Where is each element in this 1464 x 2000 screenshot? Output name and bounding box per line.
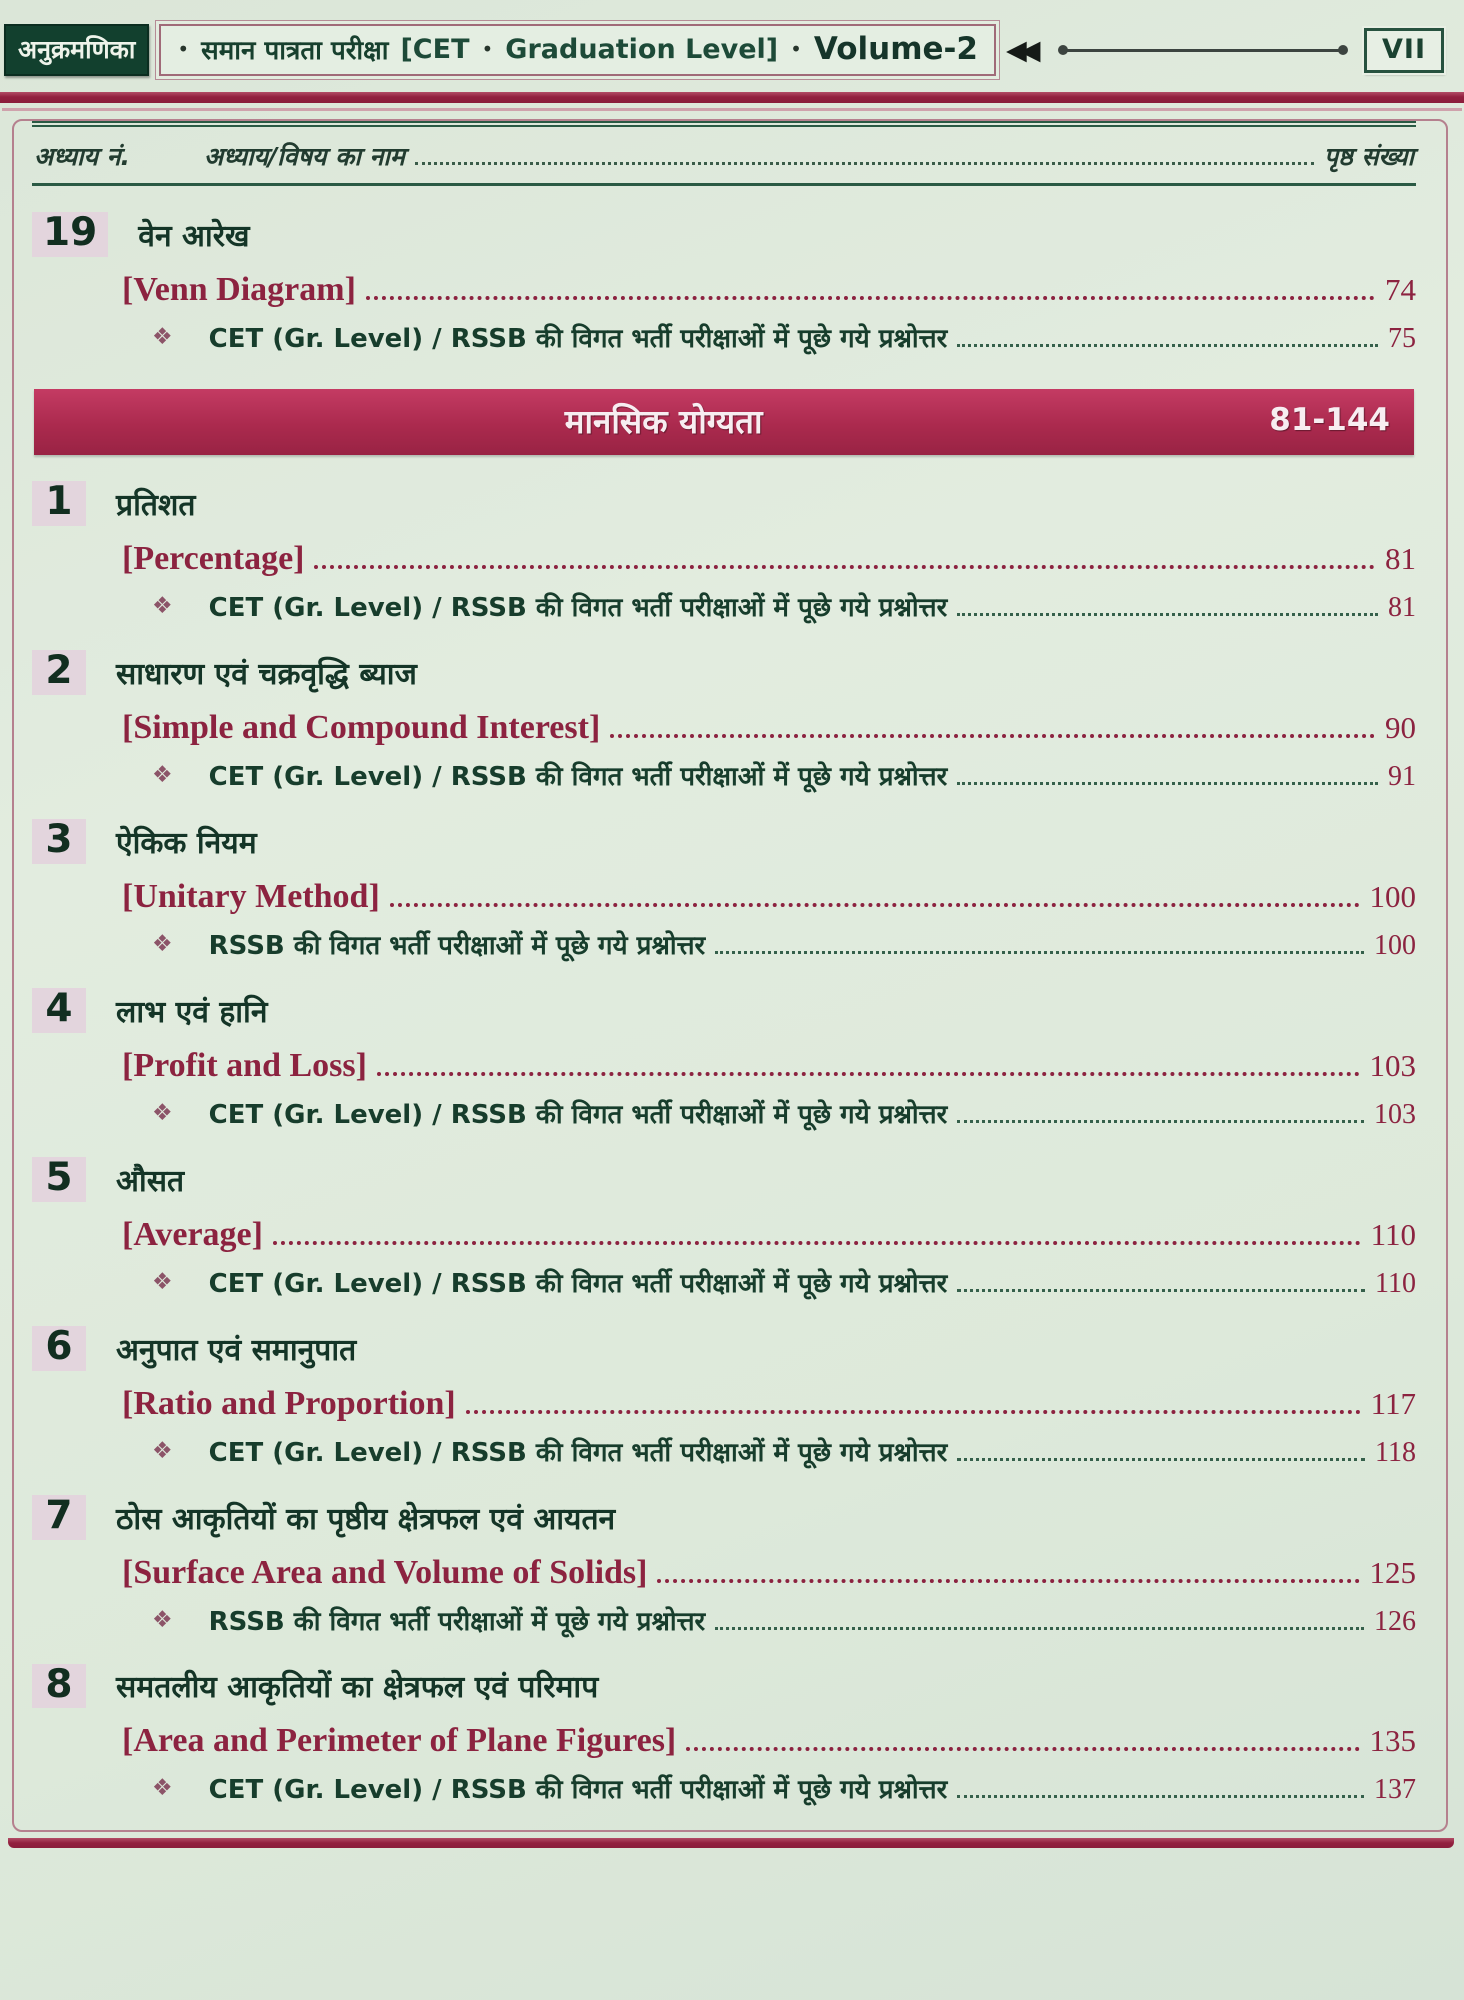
diamond-bullet-icon: ❖ xyxy=(152,592,173,619)
chapter-title-hindi: लाभ एवं हानि xyxy=(116,994,268,1030)
exam-abbrev: [CET xyxy=(400,33,470,65)
page-number: 81 xyxy=(1385,540,1416,576)
diamond-bullet-icon: ❖ xyxy=(152,930,173,957)
chapter-title-english: [Ratio and Proportion] xyxy=(122,1384,456,1422)
section-band xyxy=(34,389,1414,455)
header-dotted-leader xyxy=(415,162,1314,165)
page-number: 110 xyxy=(1370,1216,1416,1252)
chapter-number: 2 xyxy=(32,650,86,695)
diamond-bullet-icon: ❖ xyxy=(152,323,173,350)
sub-entry-label: CET (Gr. Level) / RSSB की विगत भर्ती परीक्षाओं में पूछे गये प्रश्नोत्तर xyxy=(208,1437,948,1468)
dotted-leader xyxy=(314,565,1375,569)
toc-entry xyxy=(32,1323,1416,1469)
chapter-number: 1 xyxy=(32,481,86,526)
dotted-leader xyxy=(957,613,1378,616)
sub-entry-label: CET (Gr. Level) / RSSB की विगत भर्ती परीक्षाओं में पूछे गये प्रश्नोत्तर xyxy=(208,1268,948,1299)
chapter-number: 4 xyxy=(32,988,86,1033)
diamond-bullet-icon: ❖ xyxy=(152,1437,173,1464)
toc-entry xyxy=(32,1154,1416,1300)
column-chapter-name: अध्याय/विषय का नाम xyxy=(204,142,405,171)
dotted-leader xyxy=(715,1627,1364,1630)
dotted-leader xyxy=(957,1120,1364,1123)
chapter-title-hindi: अनुपात एवं समानुपात xyxy=(116,1332,357,1368)
chapter-title-english: [Profit and Loss] xyxy=(122,1046,367,1084)
toc-frame xyxy=(12,119,1448,1832)
dotted-leader xyxy=(957,1795,1364,1798)
chapter-number: 7 xyxy=(32,1495,86,1540)
toc-entry xyxy=(32,478,1416,624)
page-number: 135 xyxy=(1369,1723,1416,1759)
exam-name-hindi: समान पात्रता परीक्षा xyxy=(201,36,389,66)
chapter-title-hindi: साधारण एवं चक्रवृद्धि ब्याज xyxy=(116,656,417,692)
page-number: 90 xyxy=(1385,709,1416,745)
dotted-leader xyxy=(377,1072,1360,1076)
sub-entry-page-number: 100 xyxy=(1374,929,1416,961)
toc-entry xyxy=(32,985,1416,1131)
diamond-bullet-icon: ❖ xyxy=(152,1099,173,1126)
sub-entry-label: RSSB की विगत भर्ती परीक्षाओं में पूछे गये प्रश्नोत्तर xyxy=(208,1606,706,1637)
dotted-leader xyxy=(957,344,1378,347)
toc-column-headers xyxy=(32,121,1416,186)
diamond-bullet-icon: ❖ xyxy=(152,1775,173,1802)
chapter-title-english: [Percentage] xyxy=(122,539,305,577)
chapter-title-hindi: औसत xyxy=(116,1163,185,1199)
section-page-range: 81-144 xyxy=(1269,402,1390,439)
chapter-title-hindi: ठोस आकृतियों का पृष्ठीय क्षेत्रफल एवं आयतन xyxy=(116,1501,616,1537)
sub-entry-page-number: 118 xyxy=(1375,1436,1416,1468)
exam-level: Graduation Level] xyxy=(505,33,779,65)
diamond-bullet-icon: ❖ xyxy=(152,1606,173,1633)
column-chapter-number: अध्याय नं. xyxy=(34,142,131,171)
dotted-leader xyxy=(957,1458,1365,1461)
sub-entry-label: CET (Gr. Level) / RSSB की विगत भर्ती परीक्षाओं में पूछे गये प्रश्नोत्तर xyxy=(208,761,948,792)
page-number: 100 xyxy=(1369,878,1416,914)
dotted-leader xyxy=(715,951,1364,954)
volume-label: Volume-2 xyxy=(813,31,978,67)
sub-entry-label: CET (Gr. Level) / RSSB की विगत भर्ती परीक्षाओं में पूछे गये प्रश्नोत्तर xyxy=(208,592,948,623)
sub-entry-label: CET (Gr. Level) / RSSB की विगत भर्ती परीक्षाओं में पूछे गये प्रश्नोत्तर xyxy=(208,1099,948,1130)
dotted-leader xyxy=(957,782,1378,785)
chapter-title-english: [Unitary Method] xyxy=(122,877,380,915)
sub-entry-page-number: 81 xyxy=(1388,591,1416,623)
page-header xyxy=(4,24,1444,76)
chapter-title-english: [Simple and Compound Interest] xyxy=(122,708,601,746)
chapter-title-hindi: ऐकिक नियम xyxy=(116,825,257,861)
dotted-leader xyxy=(957,1289,1365,1292)
bottom-thick-rule xyxy=(8,1838,1454,1848)
sub-entry-page-number: 126 xyxy=(1374,1605,1416,1637)
page-number: 125 xyxy=(1369,1554,1416,1590)
sub-entry-page-number: 103 xyxy=(1374,1098,1416,1130)
chapter-title-english: [Surface Area and Volume of Solids] xyxy=(122,1553,648,1591)
bullet-dot-icon: • xyxy=(177,37,190,61)
sub-entry-page-number: 137 xyxy=(1374,1774,1416,1806)
dotted-leader xyxy=(390,903,1360,907)
diamond-bullet-icon: ❖ xyxy=(152,1268,173,1295)
chapter-number: 8 xyxy=(32,1664,86,1709)
diamond-bullet-icon: ❖ xyxy=(152,761,173,788)
dotted-leader xyxy=(466,1410,1361,1414)
bullet-dot-icon: • xyxy=(790,37,802,61)
chapter-title-english: [Area and Perimeter of Plane Figures] xyxy=(122,1722,677,1760)
page-number: 103 xyxy=(1369,1047,1416,1083)
chapter-number: 3 xyxy=(32,819,86,864)
chapter-title-hindi: समतलीय आकृतियों का क्षेत्रफल एवं परिमाप xyxy=(116,1670,599,1706)
sub-entry-page-number: 91 xyxy=(1388,760,1416,792)
divider-thin-rule xyxy=(2,108,1462,111)
double-left-arrow-icon: ◀◀ xyxy=(1005,34,1034,66)
toc-entry xyxy=(32,1492,1416,1638)
toc-entry xyxy=(32,1661,1416,1807)
bullet-dot-icon: • xyxy=(481,37,494,61)
chapter-title-english: [Average] xyxy=(122,1215,263,1253)
chapter-number: 5 xyxy=(32,1157,86,1202)
page-number: 74 xyxy=(1385,271,1416,307)
chapter-title-hindi: प्रतिशत xyxy=(116,487,196,523)
toc-entry xyxy=(32,647,1416,793)
chapter-number: 6 xyxy=(32,1326,86,1371)
dotted-leader xyxy=(273,1241,1361,1245)
index-badge: अनुक्रमणिका xyxy=(4,24,149,76)
dotted-leader xyxy=(610,734,1375,738)
chapter-number: 19 xyxy=(32,212,108,257)
dotted-leader xyxy=(366,296,1375,300)
chapter-title-hindi: वेन आरेख xyxy=(138,218,250,254)
divider-thick-rule xyxy=(0,92,1464,103)
section-title: मानसिक योग्यता xyxy=(564,401,763,441)
toc-entry xyxy=(32,212,1416,355)
header-leader-line xyxy=(1062,49,1344,52)
sub-entry-page-number: 110 xyxy=(1375,1267,1416,1299)
toc-entry xyxy=(32,816,1416,962)
sub-entry-label: RSSB की विगत भर्ती परीक्षाओं में पूछे गये प्रश्नोत्तर xyxy=(208,930,706,961)
sub-entry-label: CET (Gr. Level) / RSSB की विगत भर्ती परीक्षाओं में पूछे गये प्रश्नोत्तर xyxy=(208,1775,948,1806)
column-page-number: पृष्ठ संख्या xyxy=(1323,142,1414,171)
dotted-leader xyxy=(657,1579,1359,1583)
page-number: 117 xyxy=(1370,1385,1416,1421)
sub-entry-page-number: 75 xyxy=(1388,322,1416,354)
dotted-leader xyxy=(686,1747,1359,1751)
sub-entry-label: CET (Gr. Level) / RSSB की विगत भर्ती परीक्षाओं में पूछे गये प्रश्नोत्तर xyxy=(208,323,948,354)
folio-page-number: VII xyxy=(1364,28,1444,73)
title-strip xyxy=(159,24,996,76)
chapter-title-english: [Venn Diagram] xyxy=(122,270,356,308)
